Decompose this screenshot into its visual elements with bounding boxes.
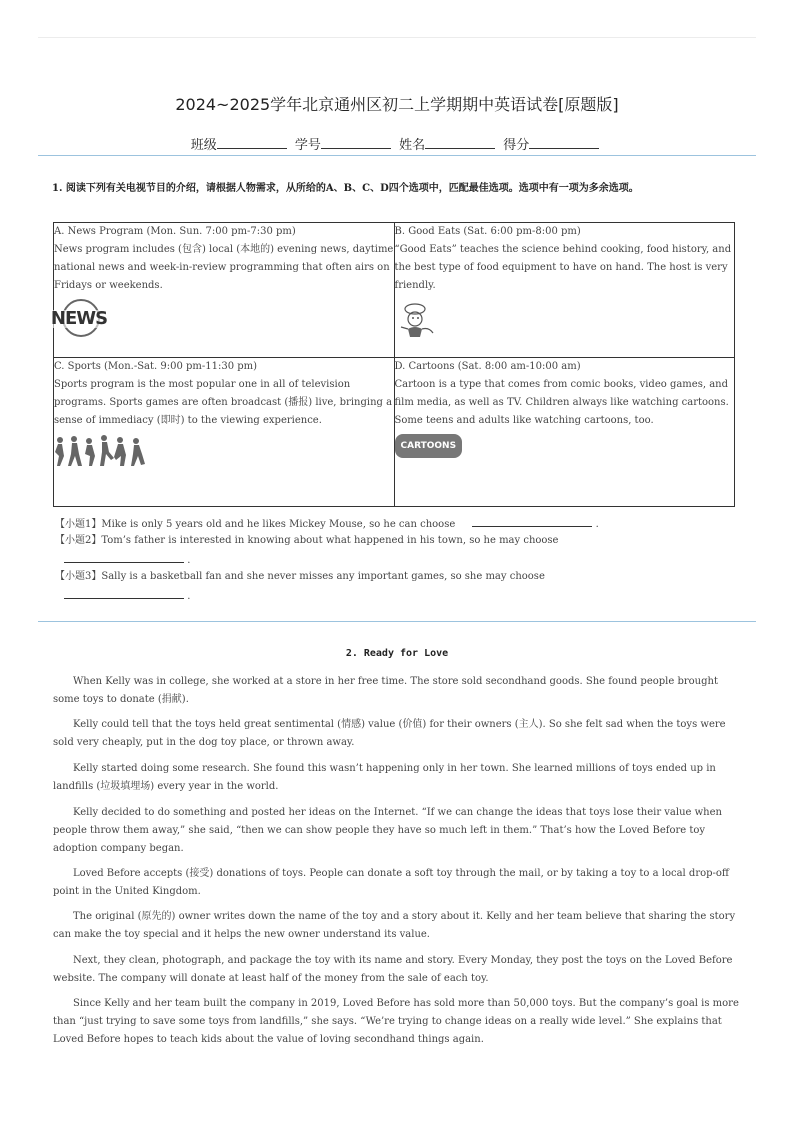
field-class-label: 班级 (190, 138, 217, 153)
subquestion-2-answer-blank[interactable] (64, 550, 184, 563)
passage-paragraph-7: Next, they clean, photograph, and package the toy with its name and story. Every Monday, they post the toys on the Loved Before website. The company will donate at least half of the money from the sale of each toy. (53, 955, 733, 984)
option-d-title: D. Cartoons (Sat. 8:00 am-10:00 am) (394, 361, 581, 372)
q1-instruction: 1. 阅读下列有关电视节目的介绍，请根据人物需求，从所给的A、B、C、D四个选项中，匹配最佳选项。选项中有一项为多余选项。 (52, 183, 639, 194)
header-divider (38, 155, 756, 156)
news-globe-icon (50, 299, 108, 339)
option-c-cell (54, 358, 395, 507)
field-name-blank[interactable] (425, 136, 495, 149)
passage-paragraph-4: Kelly decided to do something and posted her ideas on the Internet. “If we can change the ideas that toys lose their value when people throw them away,” she said, “then we can show people they have so much left in them.” That’s how the Loved Before toy adoption company began. (53, 807, 722, 854)
subquestion-2 (55, 532, 558, 550)
field-id-label: 学号 (294, 138, 321, 153)
passage-paragraph-5: Loved Before accepts (接受) donations of toys. People can donate a soft toy through the mail, or by taking a toy to a local drop-off point in the United Kingdom. (53, 868, 730, 897)
subquestion-2-answer-row (64, 550, 190, 570)
subquestion-1-end: . (595, 519, 599, 530)
subquestion-3 (55, 568, 545, 586)
field-score-blank[interactable] (529, 136, 599, 149)
passage-paragraph-8: Since Kelly and her team built the company in 2019, Loved Before has sold more than 50,000 toys. But the company’s goal is more than “just trying to save some toys from landfills,” she says. “We’re trying to change ideas on a really wide level.” She explains that Loved Before hopes to teach kids about the value of loving secondhand things again. (53, 998, 739, 1045)
cartoons-logo-icon: CARTOONS (395, 434, 463, 458)
subquestion-1-text: 【小题1】Mike is only 5 years old and he likes Mickey Mouse, so he can choose (55, 519, 456, 530)
subquestion-2-text: 【小题2】Tom’s father is interested in knowing about what happened in his town, so he may choose (55, 535, 559, 546)
top-divider (38, 37, 756, 38)
subquestion-2-end: . (187, 555, 191, 566)
subquestion-3-answer-row (64, 586, 190, 606)
news-logo-text: NEWS (50, 308, 108, 329)
exam-title: 2024~2025学年北京通州区初二上学期期中英语试卷[原题版] (175, 95, 619, 114)
passage-paragraph-3: Kelly started doing some research. She found this wasn’t happening only in her town. She learned millions of toys ended up in landfills (垃圾填埋场) every year in the world. (53, 763, 716, 792)
option-b-cell (394, 223, 735, 358)
passage-paragraph-1: When Kelly was in college, she worked at a store in her free time. The store sold secondhand goods. She found people brought some toys to donate (捐献). (53, 676, 718, 705)
option-c-desc: Sports program is the most popular one in all of television programs. Sports games are often broadcast (播报) live, bringing a sense of immediacy (即时) to the viewing experience. (54, 379, 393, 426)
tv-program-table (50, 222, 735, 507)
option-b-title: B. Good Eats (Sat. 6:00 pm-8:00 pm) (394, 226, 581, 237)
option-b-desc: “Good Eats” teaches the science behind cooking, food history, and the best type of food equipment to have on hand. The host is very friendly. (394, 244, 732, 291)
subquestion-3-end: . (187, 591, 191, 602)
option-a-title: A. News Program (Mon. Sun. 7:00 pm-7:30 pm) (54, 226, 296, 237)
athletes-silhouette-icon (54, 434, 146, 468)
option-c-title: C. Sports (Mon.-Sat. 9:00 pm-11:30 pm) (54, 361, 258, 372)
field-class-blank[interactable] (217, 136, 287, 149)
chef-cartoon-icon (395, 299, 437, 341)
passage-paragraph-2: Kelly could tell that the toys held great sentimental (情感) value (价值) for their owners (主人). So she felt sad when the toys were sold very cheaply, put in the dog toy place, or thrown away. (53, 719, 726, 748)
passage-paragraph-6: The original (原先的) owner writes down the name of the toy and a story about it. Kelly and her team believe that sharing the story can make the toy special and it helps the new owner understand its value. (53, 911, 736, 940)
field-name-label: 姓名 (399, 138, 426, 153)
option-a-desc: News program includes (包含) local (本地的) evening news, daytime national news and week-in-review programming that often airs on Fridays or weekends. (54, 244, 394, 291)
section-divider (38, 621, 756, 622)
passage-title: 2. Ready for Love (345, 648, 449, 659)
subquestion-1 (55, 514, 599, 534)
field-score-label: 得分 (503, 138, 530, 153)
option-a-cell (50, 223, 395, 358)
subquestion-1-answer-blank[interactable] (472, 514, 592, 527)
option-d-desc: Cartoon is a type that comes from comic books, video games, and film media, as well as TV. Children always like watching cartoons. Some teens and adults like watching cartoons, too. (394, 379, 729, 426)
option-d-cell (394, 358, 735, 507)
subquestion-3-text: 【小题3】Sally is a basketball fan and she never misses any important games, so she may choose (55, 571, 545, 582)
student-info-line (0, 134, 794, 153)
subquestion-3-answer-blank[interactable] (64, 586, 184, 599)
field-id-blank[interactable] (321, 136, 391, 149)
